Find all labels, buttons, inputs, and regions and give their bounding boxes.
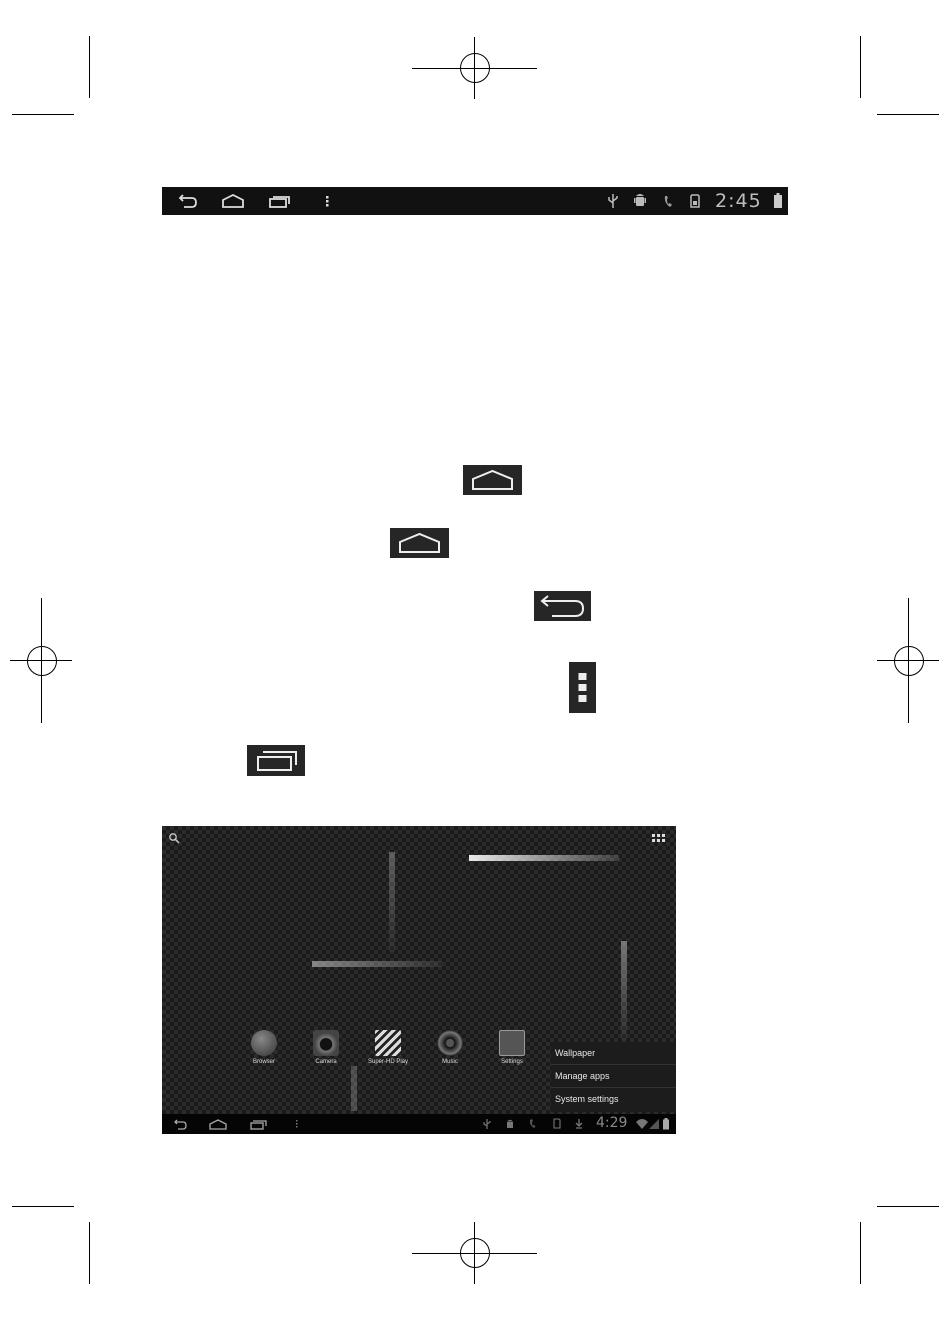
app-label: Settings [501,1059,523,1065]
android-debug-icon [632,187,648,215]
menu-item-system-settings[interactable]: System settings [555,1094,619,1104]
wallpaper-light-trail [469,855,619,861]
battery-icon [772,187,784,215]
wallpaper-light-trail [389,852,395,952]
home-icon [390,528,449,558]
app-label: Super-HD Play [367,1059,408,1065]
back-icon [534,591,591,621]
signal-icon [649,1117,659,1131]
tablet-system-bar [162,1114,676,1134]
wallpaper-light-trail [621,941,627,1041]
search-icon[interactable] [168,832,180,844]
app-music[interactable] [422,1030,478,1065]
back-icon[interactable] [176,187,198,215]
tablet-clock: 4:29 [596,1115,628,1131]
call-icon [528,1116,538,1132]
call-icon [662,187,674,215]
app-label: Browser [252,1059,275,1065]
menu-icon[interactable] [322,187,332,215]
app-settings[interactable] [484,1030,540,1065]
sd-card-icon [552,1116,562,1132]
menu-key [569,662,596,713]
back-icon[interactable] [172,1116,188,1132]
browser-icon [251,1030,277,1056]
app-browser[interactable] [236,1030,292,1065]
menu-item-manage-apps[interactable]: Manage apps [551,1065,676,1088]
battery-icon [662,1116,670,1132]
app-super-hd-play[interactable] [360,1030,416,1065]
back-key [534,591,591,621]
recent-apps-key [247,745,305,776]
all-apps-icon[interactable] [652,833,666,843]
sd-card-icon [689,187,701,215]
menu-icon[interactable] [294,1116,300,1132]
settings-icon [499,1030,525,1056]
app-label: Camera [315,1059,337,1065]
home-key-1 [463,465,522,495]
speaker-icon [437,1030,463,1056]
status-bar [162,187,788,215]
recent-apps-icon[interactable] [268,187,292,215]
android-debug-icon [504,1116,516,1132]
home-icon [463,465,522,495]
app-camera[interactable] [298,1030,354,1065]
clapperboard-icon [375,1030,401,1056]
wallpaper-light-trail [351,1066,357,1111]
usb-icon [482,1116,492,1132]
camera-icon [313,1030,339,1056]
home-icon[interactable] [208,1116,228,1132]
wallpaper-light-trail [312,961,442,967]
options-menu [551,1042,676,1112]
download-icon [574,1116,584,1132]
usb-icon [606,187,620,215]
recent-apps-icon [247,745,305,776]
menu-icon [569,662,596,713]
home-key-2 [390,528,449,558]
menu-item-wallpaper[interactable]: Wallpaper [551,1042,676,1065]
recent-apps-icon[interactable] [250,1116,268,1132]
app-label: Music [442,1059,458,1065]
wifi-icon [636,1117,648,1131]
status-clock: 2:45 [715,190,762,212]
home-icon[interactable] [220,187,246,215]
